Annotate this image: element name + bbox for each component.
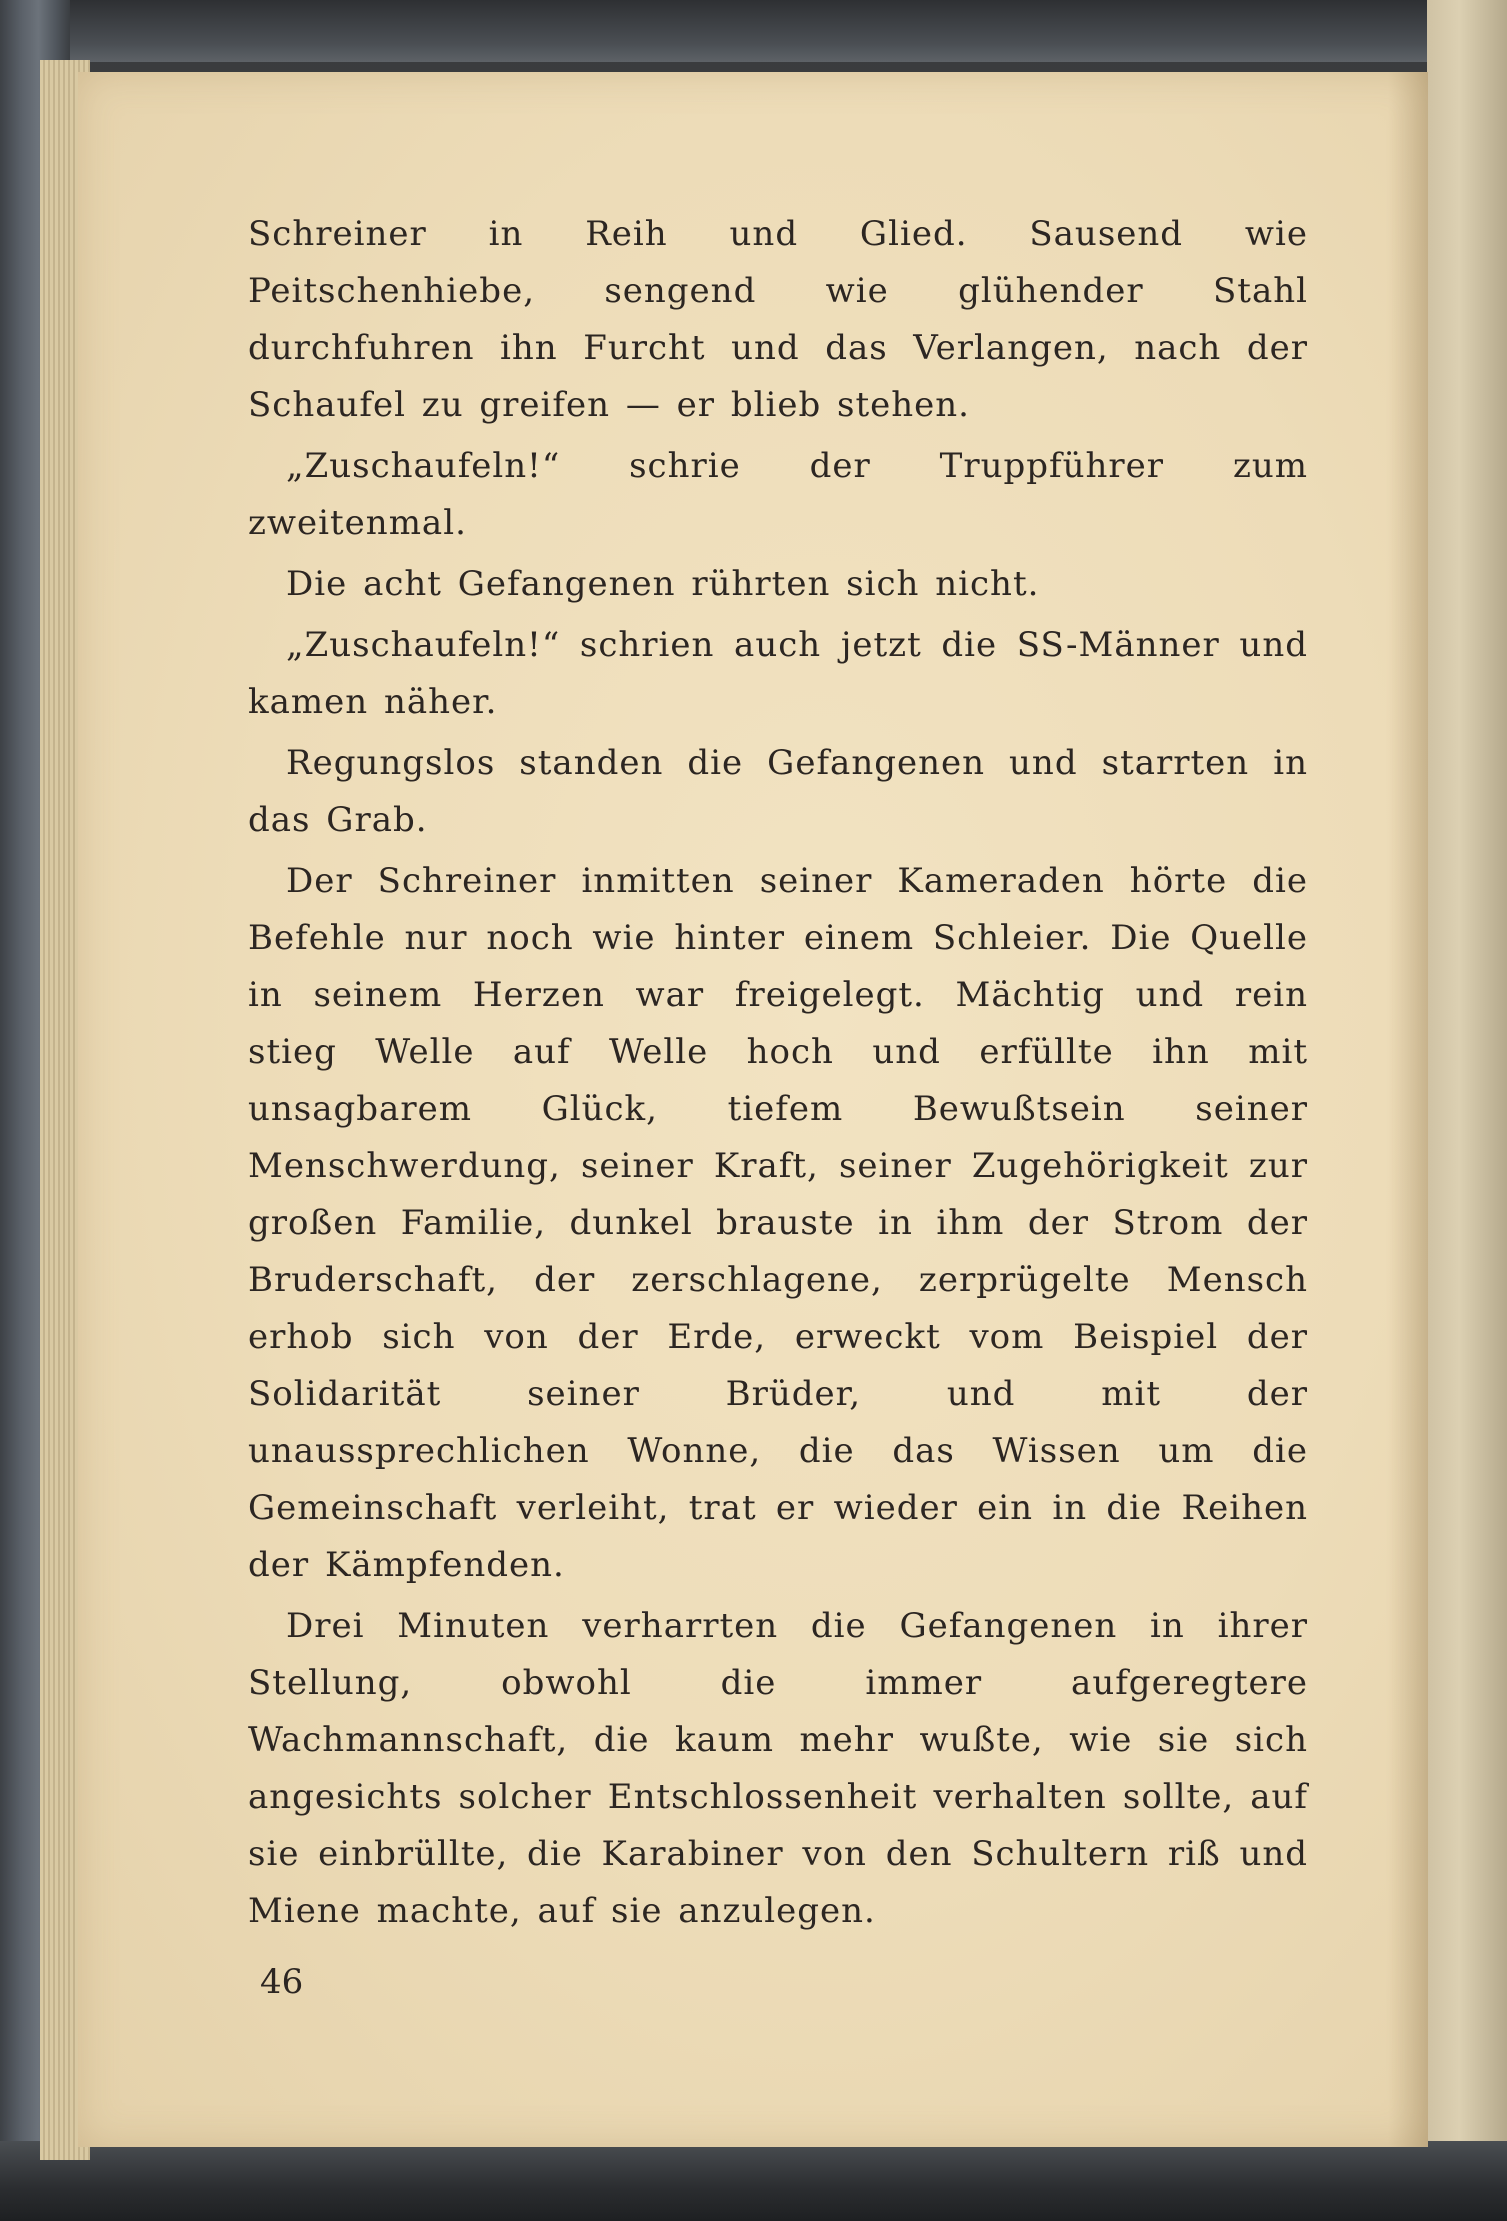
paragraph-continuation: Schreiner in Reih und Glied. Sausend wie Peitschenhiebe, sengend wie glühender Stahl durchfuhren ihn Furcht und das Verlangen, nach der Schaufel zu greifen — er blieb stehen. [248, 214, 1308, 425]
book-cover-right [1427, 0, 1507, 2221]
paragraph-ss-command: „Zuschaufeln!“ schrien auch jetzt die SS-Männer und kamen näher. [248, 625, 1308, 722]
paragraph-schreiner-solidarity: Der Schreiner inmitten seiner Kameraden hörte die Befehle nur noch wie hinter einem Schleier. Die Quelle in seinem Herzen war freigelegt. Mächtig und rein stieg Welle auf Welle hoch und erfüllte ihn mit unsagbarem Glück, tiefem Bewußtsein seiner Menschwerdung, seiner Kraft, seiner Zugehörigkeit zur großen Familie, dunkel brauste in ihm der Strom der Bruderschaft, der zerschlagene, zerprügelte Mensch erhob sich von der Erde, erweckt vom Beispiel der Solidarität seiner Brüder, und mit der unaussprechlichen Wonne, die das Wissen um die Gemeinschaft verleiht, trat er wieder ein in die Reihen der Kämpfenden. [248, 861, 1308, 1585]
paragraph-motionless: Regungslos standen die Gefangenen und starrten in das Grab. [248, 743, 1308, 840]
paragraph-prisoners-still: Die acht Gefangenen rührten sich nicht. [286, 564, 1040, 604]
page-number: 46 [260, 1962, 304, 2002]
page-gutter-shadow [1388, 72, 1428, 2147]
book-cover-top [0, 0, 1507, 62]
paragraph-truppfuehrer-command: „Zuschaufeln!“ schrie der Truppführer zum zweitenmal. [248, 446, 1308, 543]
book-cover-bottom [0, 2141, 1507, 2221]
body-text [248, 206, 1308, 1944]
paragraph-three-minutes: Drei Minuten verharrten die Gefangenen in ihrer Stellung, obwohl die immer aufgeregtere Wachmannschaft, die kaum mehr wußte, wie sie sich angesichts solcher Entschlossenheit verhalten sollte, auf sie einbrüllte, die Karabiner von den Schultern riß und Miene machte, auf sie anzulegen. [248, 1606, 1308, 1931]
